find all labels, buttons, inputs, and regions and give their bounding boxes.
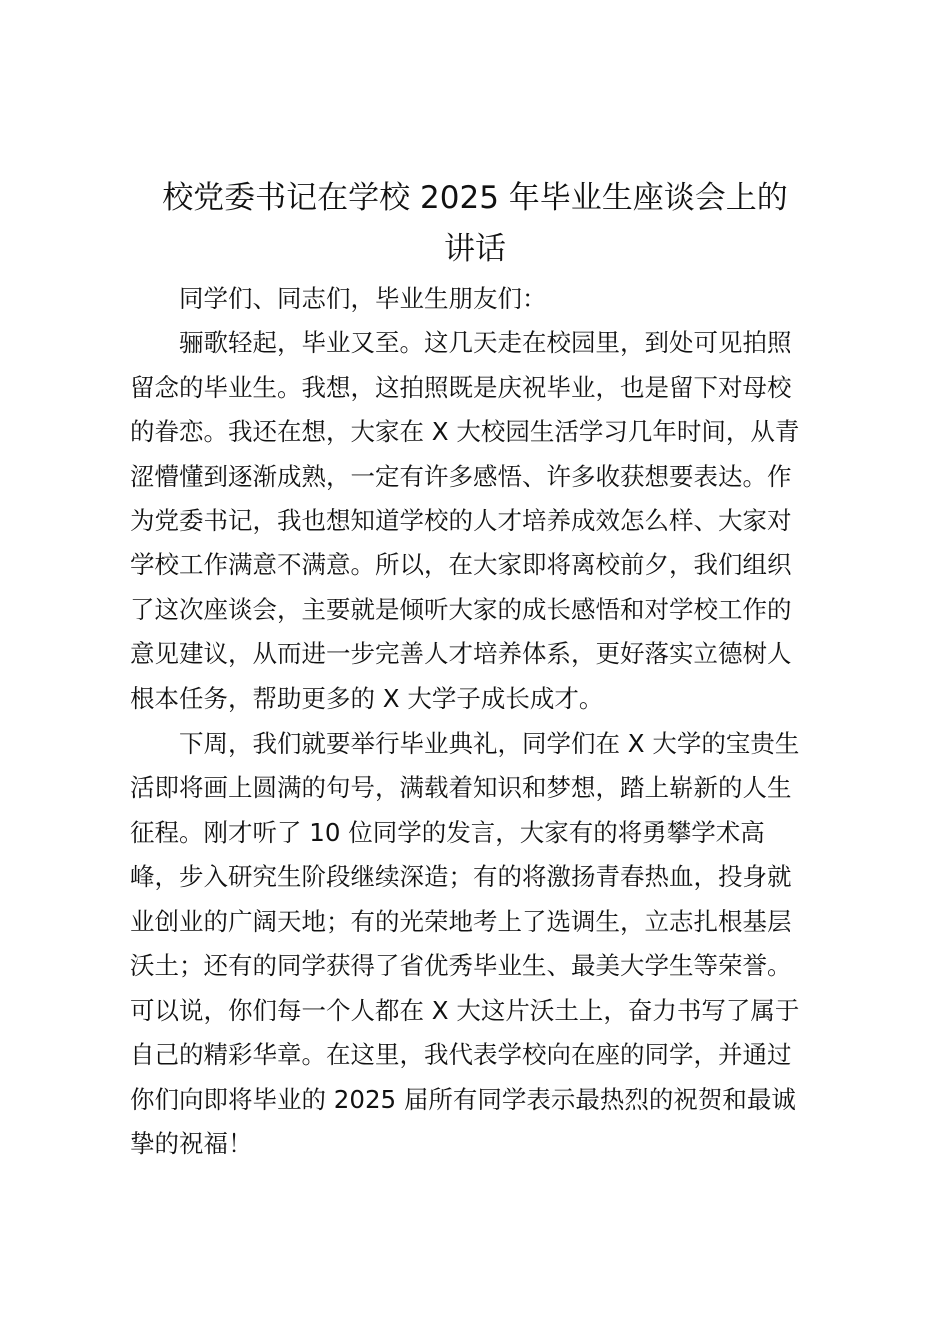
- document-title-line-2: 讲话: [444, 231, 506, 267]
- paragraph-2-line-8: 自己的精彩华章。在这里，我代表学校向在座的同学，并通过: [130, 1040, 792, 1069]
- document-title-line-1: 校党委书记在学校 2025 年毕业生座谈会上的: [162, 180, 788, 216]
- paragraph-1-line-1: 骊歌轻起，毕业又至。这几天走在校园里，到处可见拍照: [179, 328, 792, 357]
- paragraph-1-line-7: 了这次座谈会，主要就是倾听大家的成长感悟和对学校工作的: [130, 595, 792, 624]
- salutation: 同学们、同志们，毕业生朋友们：: [179, 284, 547, 313]
- paragraph-1-line-8: 意见建议，从而进一步完善人才培养体系，更好落实立德树人: [130, 639, 792, 668]
- paragraph-1-line-4: 涩懵懂到逐渐成熟，一定有许多感悟、许多收获想要表达。作: [130, 462, 792, 491]
- paragraph-1-line-6: 学校工作满意不满意。所以，在大家即将离校前夕，我们组织: [130, 550, 792, 579]
- paragraph-1-line-5: 为党委书记，我也想知道学校的人才培养成效怎么样、大家对: [130, 506, 792, 535]
- paragraph-2-line-10: 挚的祝福！: [130, 1129, 253, 1158]
- paragraph-1-line-3: 的眷恋。我还在想，大家在 X 大校园生活学习几年时间，从青: [130, 417, 800, 446]
- paragraph-2-line-2: 活即将画上圆满的句号，满载着知识和梦想，踏上崭新的人生: [130, 773, 792, 802]
- paragraph-1-line-2: 留念的毕业生。我想，这拍照既是庆祝毕业，也是留下对母校: [130, 373, 792, 402]
- paragraph-2-line-7: 可以说，你们每一个人都在 X 大这片沃土上，奋力书写了属于: [130, 996, 800, 1025]
- paragraph-2-line-3: 征程。刚才听了 10 位同学的发言，大家有的将勇攀学术高: [130, 818, 765, 847]
- paragraph-2-line-9: 你们向即将毕业的 2025 届所有同学表示最热烈的祝贺和最诚: [130, 1085, 796, 1114]
- paragraph-2-line-5: 业创业的广阔天地；有的光荣地考上了选调生，立志扎根基层: [130, 907, 792, 936]
- paragraph-2-line-4: 峰，步入研究生阶段继续深造；有的将激扬青春热血，投身就: [130, 862, 792, 891]
- paragraph-2-line-1: 下周，我们就要举行毕业典礼，同学们在 X 大学的宝贵生: [179, 729, 800, 758]
- paragraph-1-line-9: 根本任务，帮助更多的 X 大学子成长成才。: [130, 684, 604, 713]
- paragraph-2-line-6: 沃土；还有的同学获得了省优秀毕业生、最美大学生等荣誉。: [130, 951, 792, 980]
